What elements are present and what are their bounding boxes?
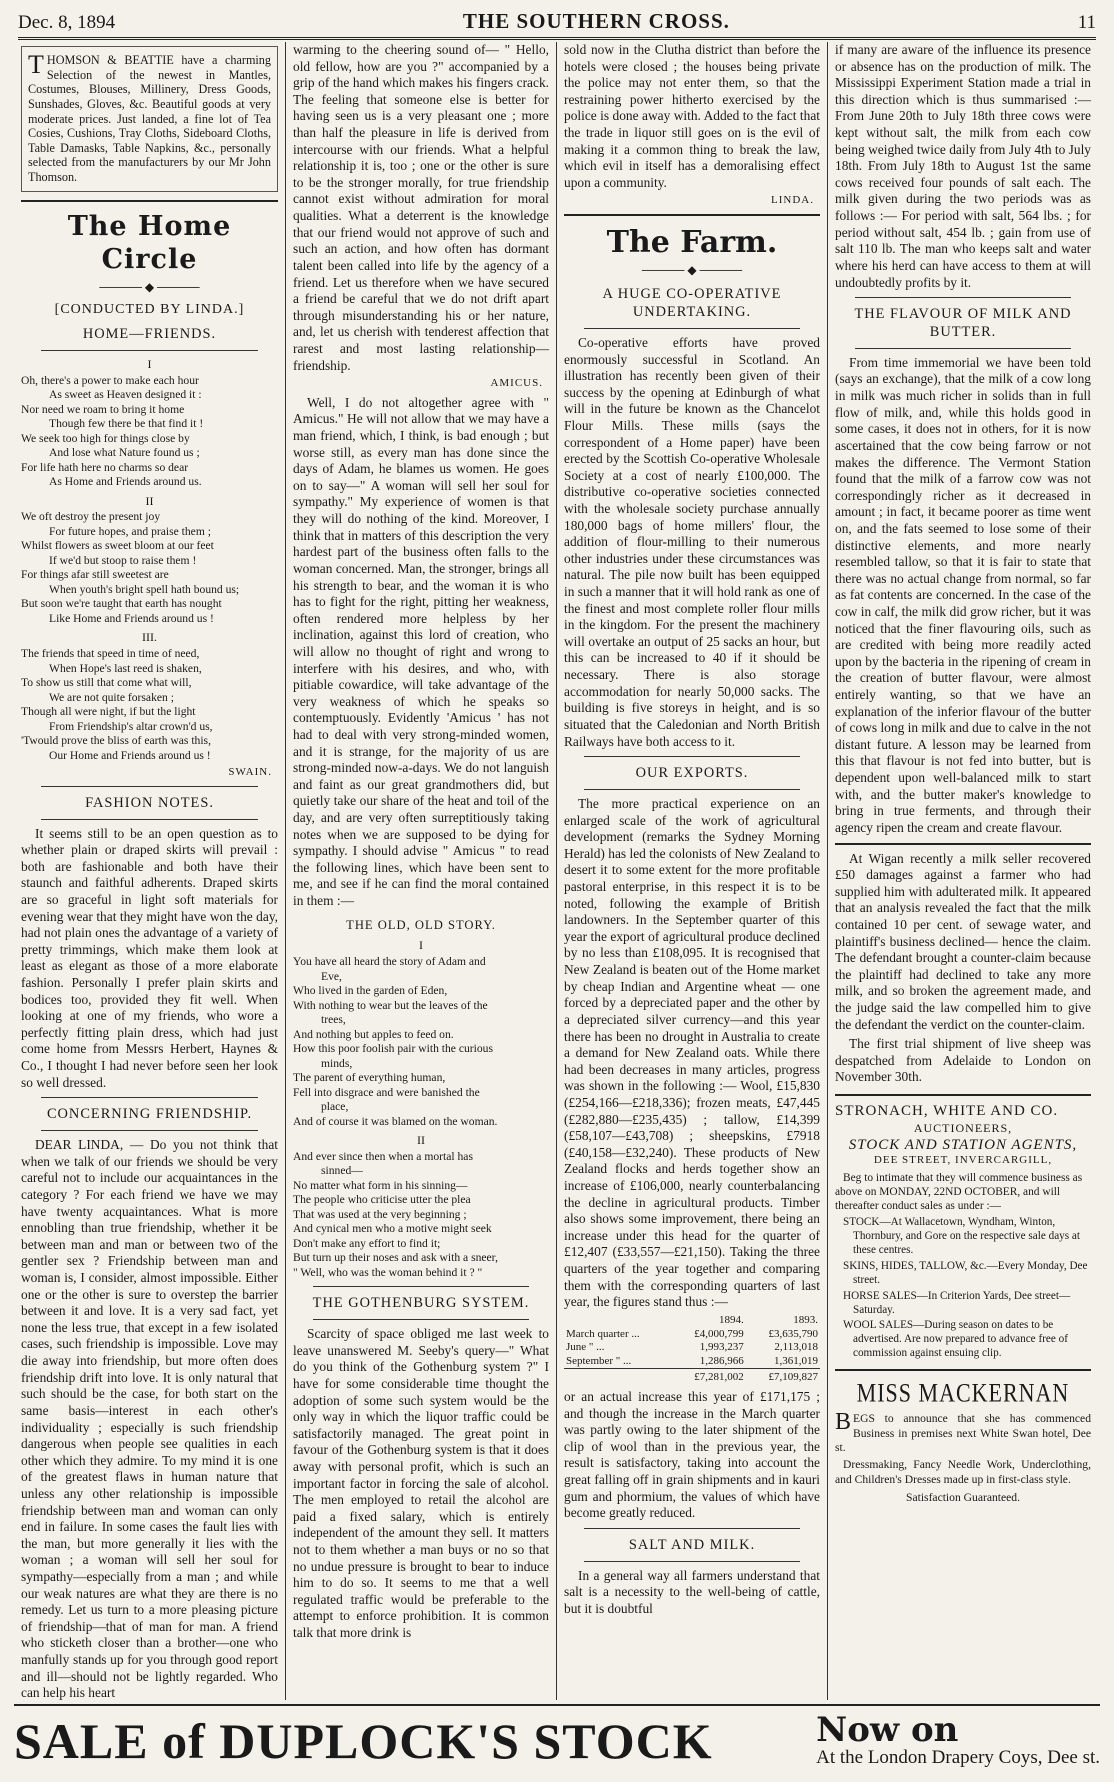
stronach-white-ad (835, 1094, 1091, 1361)
ad-text: HOMSON & BEATTIE have a charming Selection of the newest in Mantles, Costumes, Blouses, Millinery, Dress Goods, Sunshades, Gloves, &c. Beautiful goods at very moderate prices. Just landed, a fine lot of Tea Cosies, Cushions, Tray Cloths, Sideboard Cloths, Table Damasks, Table Napkins, &c., personally selected from the manufacturers by our Mr John Thomson. (28, 53, 271, 185)
column-1 (14, 42, 285, 1700)
linda-signature: LINDA. (771, 194, 814, 207)
miss-mackernan-services: Dressmaking, Fancy Needle Work, Underclothing, and Children's Dresses made up in first-class style. (835, 1458, 1091, 1486)
stanza-number: II (145, 493, 154, 508)
table-row: March quarter ... £4,000,799 £3,635,790 (566, 1327, 818, 1340)
stanza-1: Oh, there's a power to make each hour As sweet as Heaven designed it : Nor need we roam to bring it home Though few there be that find it ! We seek too high for things close by And lose what Nature found us ; For life hath here no charms so dear As Home and Friends around us. (21, 373, 204, 489)
page-number: 11 (1077, 12, 1096, 33)
divider (855, 348, 1071, 349)
column-2 (285, 42, 556, 1700)
masthead: THE SOUTHERN CROSS. (462, 9, 730, 33)
wigan-text: At Wigan recently a milk seller recovered £50 damages against a farmer who had supplied him with adulterated milk. It appeared that an analysis revealed the fact that the milk contained 10 per cent. of sewage water, and plaintiff's business declined— hence the claim. The defendant brought a counter-claim because the plaintiff had declined to take any more milk, and so broken the agreement made, and the judge said the law compelled him to give the defendant the verdict on the counter-claim. (835, 850, 1091, 1032)
divider (313, 1286, 529, 1287)
flavour-title: THE FLAVOUR OF MILK AND BUTTER. (854, 306, 1072, 340)
ad-drop-cap: T (28, 50, 44, 79)
divider (584, 756, 800, 757)
divider (313, 1319, 529, 1320)
amicus-signature: AMICUS. (490, 377, 543, 390)
page-header (18, 4, 1096, 40)
old-story-stanza-1: You have all heard the story of Adam and Eve, Who lived in the garden of Eden, With nothing to wear but the leaves of the trees, And nothing but apples to feed on. How this poor foolish pair with the curious minds, The parent of everything human, Fell into disgrace and were banished the place, And of course it was blamed on the woman. (293, 955, 498, 1128)
sale-details (816, 1710, 1100, 1769)
exports-title: OUR EXPORTS. (635, 765, 749, 782)
stanza-3: The friends that speed in time of need, When Hope's last reed is shaken, To show us still that come what will, We are not quite forsaken ; Though all were night, if but the light From Friendship's altar crown'd us, 'Twould prove the bliss of earth was this, Our Home and Friends around us ! (21, 647, 213, 762)
exports-text-continued: or an actual increase this year of £171,175 ; and though the increase in the March quarter was partly owing to the later shipment of the clip of wool than in the previous year, the result is satisfactory, taking into account the great falling off in grain shipments and in kauri gum and phormium, the values of which have become greatly reduced. (564, 1389, 820, 1521)
list-item: SKINS, HIDES, TALLOW, &c.—Every Monday, Dee street. (843, 1259, 1088, 1286)
miss-mackernan-name: MISS MACKERNAN (856, 1377, 1070, 1408)
farm-section-title: The Farm. (606, 225, 778, 261)
column-3 (556, 42, 827, 1700)
issue-date: Dec. 8, 1894 (18, 12, 116, 33)
fashion-notes-text: It seems still to be an open question as to whether plain or draped skirts will prevail : both are fashionable and both have their staunch and faithful adherents. Draped skirts are so graceful in light soft materials for evening wear that they might have won the day, had not plain ones the advantage of a variety of pretty trimmings, which make them look at least as elegant as those of a more elaborate fashion. Personally I prefer plain skirts and bodices too, provided they fit well. When looking at one of my friends, who wore a perfectly fitting plain dress, which had just come home from Messrs Herbert, Haynes & Co., I thought I had never before seen her look so well dressed. (21, 825, 278, 1090)
auction-list (835, 1216, 1091, 1361)
table-row: June " ... 1,993,237 2,113,018 (566, 1341, 818, 1354)
divider (41, 1097, 258, 1098)
drop-cap: B (835, 1409, 852, 1436)
stanza-number: I (419, 938, 423, 953)
columns (14, 42, 1100, 1700)
auctioneer-agents: STOCK AND STATION AGENTS, (848, 1136, 1078, 1153)
gothenburg-title: THE GOTHENBURG SYSTEM. (312, 1295, 530, 1312)
exports-table (564, 1314, 820, 1385)
poem-title: HOME—FRIENDS. (82, 325, 217, 342)
table-header: 1894. 1893. (719, 1313, 818, 1326)
stanza-number: II (417, 1133, 425, 1147)
miss-mackernan-text: BEGS to announce that she has commenced Business in premises next White Swan hotel, Dee st. (835, 1409, 1091, 1455)
divider (584, 1528, 800, 1529)
gothenburg-text: Scarcity of space obliged me last week to leave unanswered M. Seeby's query—" What do you think of the Gothenburg system ?" I have for some considerable time thought the adoption of some such system would be the only way in which the liquor traffic could be satisfactorily managed. The great point in favour of the Gothenburg system is that it does away with personal profit, which is such an important factor in forcing the sale of alcohol. The men employed to retail the alcohol are paid a fixed salary, which is entirely independent of the amount they sell. It matters not to them whether a man buys or no so that no undue pressure is brought to bear to induce him to do so. It seems to me that a well regulated traffic would be preferable to the attempt to enforce prohibition. It is common talk that more drink is (293, 1326, 549, 1641)
sale-headline: SALE of DUPLOCK'S STOCK (14, 1713, 713, 1769)
divider (584, 328, 800, 329)
table-total-row: £7,281,002 £7,109,827 (564, 1369, 820, 1385)
duplock-sale-banner (14, 1704, 1100, 1776)
friendship-text: DEAR LINDA, — Do you not think that when we talk of our friends we should be very careful not to include our acquaintances in the category ? For each friend we have we may have twenty acquaintances. What is more ennobling than true friendship, whether it be between man and man or between two of the gentler sex ? Friendship between man and woman is, I consider, almost impossible. Either one or the other is sure to overstep the barrier between it and love. It is a very sad fact, yet none the less true, that except in a few isolated cases, such friendship is impossible. Love may die away into friendship, but more often does friendship drift into love. It is only natural that such should be the case, for both start on the same basis—interest in each other's individuality ; especially is such friendship dangerous when people see qualities in each other which they admire. To my mind it is one of the greatest flaws in human nature that unless any other relationship is impossible friendship between man and woman can only end in failure. In some cases the fault lies with the man, but more generally it lies with the woman ; a woman will sell her soul for sympathy—especially from a man ; and while our weak natures are what they are there is no remedy. Let us turn to a more pleasing picture of friendship—that of man for man. A friend who sticketh closer than a brother—one who manfully stands up for you through good report and ill—should not be lightly regarded. Who can help his heart (21, 1137, 278, 1700)
exports-text: The more practical experience on an enlarged scale of the work of agricultural development (remarks the Sydney Morning Herald) has led the colonists of New Zealand to desert it to some extent for the more profitable pastoral enterprise, in this respect it is to be noted, following the example of British landowners. In the September quarter of this year the export of agricultural produce declined by no less than £108,095. It is recognised that New Zealand is beaten out of the Home market by cheap Indian and Argentine wheat — one forced by a depreciated paper and the other by a depreciated silver currency—and this year there has been no drought in Australia to create a demand for New Zealand oats. While there had been decreases in many articles, progress was shown in the following :— Wool, £15,830 (£254,166—£218,336); frozen meats, £47,445 (£282,880—£235,435) ; tallow, £14,399 (£58,107—£43,708) ; sheepskins, £7918 (£40,158—£32,240). These products of New Zealand flocks and herds together show an increase of £106,000, nearly counterbalancing the decline in agricultural products. Timber also shows some improvement, there being an increase under this head for the quarter of £12,407 (£33,557—£21,150). Taking the three quarters of the year together and comparing them with the corresponding quarters of last year, the figures stand thus :— (564, 795, 820, 1310)
divider (41, 350, 258, 351)
stanza-2: We oft destroy the present joy For future hopes, and praise them ; Whilst flowers as sweet bloom at our feet If we'd but stoop to raise them ! For things afar still sweetest are When youth's bright spell hath bound us; But soon we're taught that earth has nought Like Home and Friends around us ! (21, 510, 240, 625)
sale-location: At the London Drapery Coys, Dee st. (816, 1747, 1100, 1768)
old-story-title: THE OLD, OLD STORY. (346, 917, 496, 932)
list-item: WOOL SALES—During season on dates to be advertised. Are now prepared to advance free of commission against ensuing clip. (843, 1319, 1068, 1360)
auctioneer-role: AUCTIONEERS, (913, 1120, 1013, 1135)
list-item: HORSE SALES—In Criterion Yards, Dee street—Saturday. (843, 1289, 1071, 1316)
fashion-notes-title: FASHION NOTES. (85, 794, 214, 811)
divider (835, 843, 1091, 845)
now-on: Now on (816, 1710, 959, 1750)
salt-milk-title: SALT AND MILK. (628, 1536, 756, 1553)
thomson-beattie-ad (21, 46, 278, 192)
divider (41, 1130, 258, 1131)
friendship-title: CONCERNING FRIENDSHIP. (46, 1106, 253, 1123)
conducted-by: [CONDUCTED BY LINDA.] (54, 301, 245, 317)
home-circle-title: The Home Circle (21, 200, 278, 277)
friendship-continued: warming to the cheering sound of— " Hello, old fellow, how are you ?" accompanied by a grip of the hand which makes his fingers crack. The feeling that someone else is better for having seen us is a very pleasant one ; more than half the pleasure in life is derived from intercourse with our friends. What a helpful relationship it is, too ; one or the other is sure to be the stronger morally, for true friendship cannot exist without admiration for moral qualities. What a deterrent is the knowledge that our friend would not approve of such and such an action, and how often has dormant talent been called into life by the agency of a friend. Let us therefore when we have secured a friend be careful that we do not drift apart through misunderstanding his or her nature, and, let us cherish with tenderest affection that rarest and most lasting relationship—friendship. (293, 42, 549, 373)
ornament-divider: ───── ◆ ───── (641, 263, 743, 278)
divider (584, 789, 800, 790)
salt-milk-text: In a general way all farmers understand that salt is a necessity to the well-being of cattle, but it is doubtful (564, 1567, 820, 1616)
cooperative-text: Co-operative efforts have proved enormously successful in Scotland. An illustration has recently been given of their success by the opening at Edinburgh of what will in the future be known as the Chancelot Flour Mills. These mills (says the correspondent of a Home paper) have been erected by the Scottish Co-operative Wholesale Society at a cost of nearly £100,000. The distributive co-operative societies connected with the wholesale society purchase annually 180,000 bags of home millers' flour, the addition of flour-milling to their numerous other industries under these circumstances was natural. The pile now built has been equipped in such a manner that it will hold rank as one of the finest and most complete roller flour mills in the kingdom. For the present the machinery will overtake an output of 25 sacks an hour, but this can be increased to 40 if it should be necessary. There is also storage accommodation for nearly 50,000 sacks. The building is five storeys in height, and is so situated that the Caledonian and North British Railways have both access to it. (564, 334, 820, 749)
salt-milk-continued: if many are aware of the influence its presence or absence has on the production of milk. The Mississippi Experiment Station made a trial in this direction which is thus summarised :— From June 20th to July 18th three cows were kept without salt, the milk from each cow being weighed twice daily from July 4th to July 18th. From July 18th to August 1st the same cows received four pounds of salt each. The milk given during the two periods was as follows :— For period with salt, 564 lbs. ; for period without salt, 454 lb. ; gain from use of salt 110 lb. The man who keeps salt and water where his herd can have access to them at will undoubtedly profits by it. (835, 42, 1091, 290)
auctioneer-street: DEE STREET, INVERCARGILL, (873, 1154, 1053, 1167)
poem-signature: SWAIN. (228, 766, 272, 779)
satisfaction-note: Satisfaction Guaranteed. (906, 1491, 1020, 1505)
divider (564, 214, 820, 216)
auction-intro: Beg to intimate that they will commence business as above on MONDAY, 22ND OCTOBER, and will thereafter conduct sales as under :— (835, 1171, 1083, 1213)
divider (41, 786, 258, 787)
stanza-number: III. (142, 630, 157, 645)
stanza-number: I (147, 356, 152, 371)
linda-reply: Well, I do not altogether agree with " Amicus." He will not allow that we may have a man friend, which, I think, is bad enough ; but worse still, as every man has done since the days of Adam, he blames us women. He goes on to say—" A woman will sell her soul for sympathy." My experience of women is that they will do nothing of the kind. Moreover, I think that in matters of this description the very hardest part of the business often falls to the woman concerned. Man, the stronger, brings all his strength to bear, and the woman it is who has to fight for the right, pitting her weakness, often rendered more helpless by her inclination, against this lord of creation, who will allow no thought of right and wrong to interfere with his desires, and who, with pitiable cowardice, will take advantage of the very weakness of which he speaks so contemptuously. Evidently 'Amicus ' has not had to deal with very strong-minded women, and it is strange, for the majority of us are strong-minded now-a-days. We do not languish and faint as our great grandmothers did, but quietly take our share of the heat and toil of the day, and are very often surreptitiously taking notes when we are supposed to be dying for sympathy. I should advise " Amicus " to read the following lines, which have been sent to me, and see if he can find the moral contained in them :— (293, 394, 549, 909)
flavour-text: From time immemorial we have been told (says an exchange), that the milk of a cow long in milk was much richer in solids than in full flow of milk, and, while this holds good in some cases, it does not in others, for it is now ascertained that the cow being farrow or not makes the difference. The Vermont Station found that the milk of a farrow cow was not correspondingly richer as it decreased in amount ; in fact, it became poorer as time went on, and the fats seemed to lose some of their distinctive elements, and more nearly resembled tallow, so that it is fair to state that there was no actual change from normal, so far as fat contents are concerned. In the case of the cow in calf, the milk did grow richer, but it was noticed that the finer flavouring oils, such as are credited with being more readily acted upon by the bacteria in the ripening of cream in the creation of butter flavour, were almost entirely wanting, so that we have an explanation of the inferior flavour of the butter of cows long in milk and due to calve in the not distant future. A lesson may be learned from this that flavour is not fed into butter, but is dependent upon well-balanced milk to start with, and the butter maker's knowledge to bring in true ferments, and through their agency ripen the cream and create flavour. (835, 354, 1091, 835)
divider (41, 819, 258, 820)
table-row: September " ... 1,286,966 1,361,019 (566, 1354, 818, 1367)
gothenburg-continued: sold now in the Clutha district than before the hotels were closed ; the houses being private the police may not enter them, so that the restraining power hitherto exercised by the police is done away with. Added to the fact that the trade in liquor still goes on is the evil of making it a common thing to break the law, which evil in itself has a demoralising effect upon a community. (564, 42, 820, 190)
auctioneer-name: STRONACH, WHITE AND CO. (835, 1103, 1059, 1120)
divider (855, 297, 1071, 298)
sheep-text: The first trial shipment of live sheep was despatched from Adelaide to London on November 30th. (835, 1036, 1091, 1085)
ornament-divider: ───── ◆ ───── (99, 279, 200, 294)
cooperative-title: A HUGE CO-OPERATIVE UNDERTAKING. (602, 286, 782, 321)
miss-mackernan-ad (835, 1369, 1091, 1506)
list-item: STOCK—At Wallacetown, Wyndham, Winton, Thornbury, and Gore on the respective sale days at these centres. (843, 1216, 1080, 1256)
divider (584, 1561, 800, 1562)
column-4 (827, 42, 1098, 1700)
old-story-stanza-2: And ever since then when a mortal has sinned— No matter what form in his sinning— The people who criticise utter the plea That was used at the very beginning ; And cynical men who a motive might seek Don't make any effort to find it; But turn up their noses and ask with a sneer, " Well, who was the woman behind it ? " (293, 1149, 498, 1279)
